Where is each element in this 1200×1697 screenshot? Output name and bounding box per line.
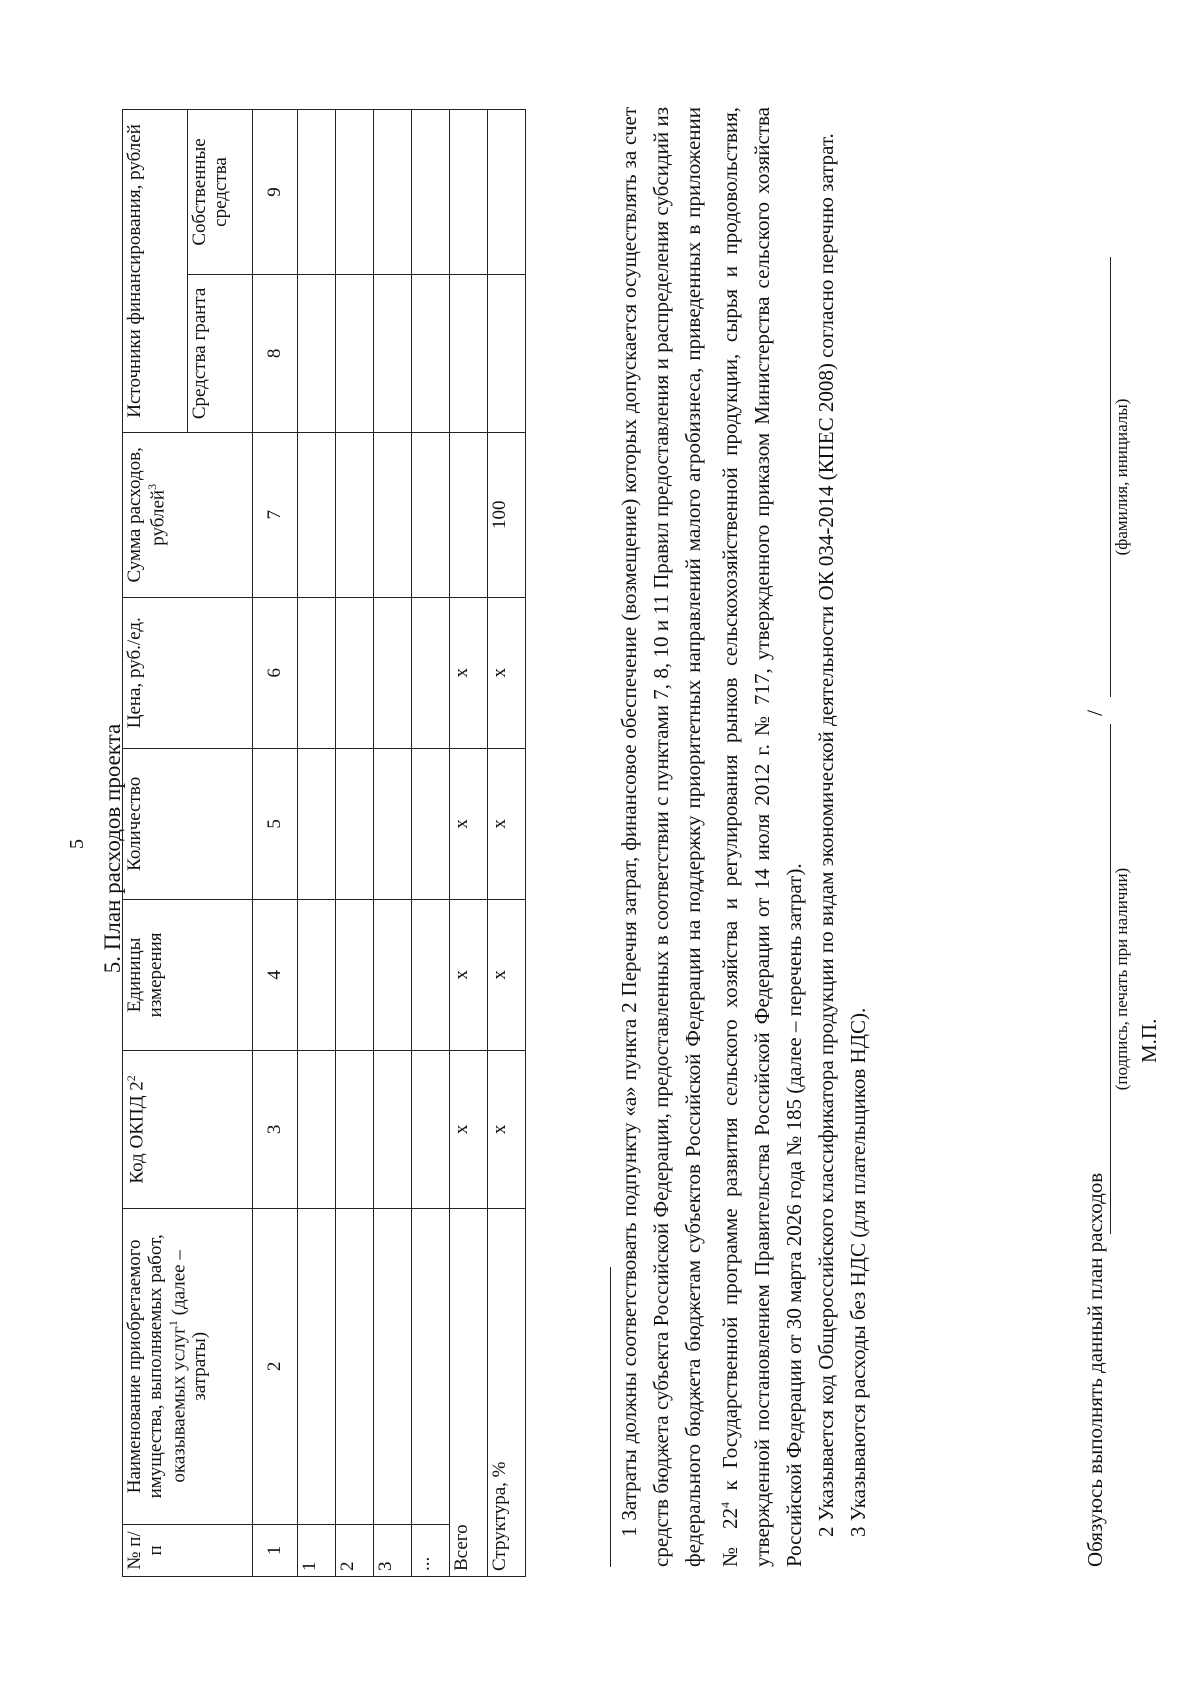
cell-price[interactable] xyxy=(298,597,336,748)
total-okpd: x xyxy=(450,1050,488,1208)
footnote-3: 3 Указываются расходы без НДС (для плательщиков НДС). xyxy=(846,1007,870,1537)
colnum-4: 4 xyxy=(253,899,298,1050)
header-units: Единицы измерения xyxy=(123,899,253,1050)
total-label: Всего xyxy=(450,1208,488,1576)
colnum-9: 9 xyxy=(253,110,298,275)
total-units: x xyxy=(450,899,488,1050)
footnote-1: 1 Затраты должны соответствовать подпункту «а» пункта 2 Перечня затрат, финансовое обеспечение (возмещение) которых допускается осуществлять за счет средств бюджета субъекта Российской Федерации, предоставленных в соответствии с пунктами 7, 8, 10 и 11 Правил предоставления и распределения субсидий из федерального бюджета бюджетам субъектов Российской Федерации на поддержку приоритетных направлений малого агробизнеса, приведенных в приложении № $22^4$ к Государственной программе развития сельского хозяйства и регулирования рынков сельскохозяйственной продукции, сырья и продовольствия, утвержденной постановлением Правительства Российской Федерации от 14 июля 2012 г. № 717, утвержденного приказом Министерства сельского хозяйства Российской Федерации от 30 марта 2026 года № 185 (далее – перечень затрат). xyxy=(617,106,806,1567)
total-price: x xyxy=(450,597,488,748)
structure-sum: 100 xyxy=(488,432,526,597)
total-grant[interactable] xyxy=(450,274,488,432)
cell-units[interactable] xyxy=(374,899,412,1050)
signature-line[interactable] xyxy=(1110,724,1111,1234)
section-title: 5. План расходов проекта xyxy=(100,723,125,974)
table-row xyxy=(298,110,336,1577)
header-num: № п/п xyxy=(123,1524,253,1576)
header-sources: Источники финансирования, рублей xyxy=(123,110,188,433)
commitment-text: Обязуюсь выполнять данный план расходов xyxy=(1083,1172,1107,1567)
name-line[interactable] xyxy=(1110,257,1111,697)
header-grant: Средства гранта xyxy=(188,274,253,432)
cell-units[interactable] xyxy=(298,899,336,1050)
cell-okpd[interactable] xyxy=(374,1050,412,1208)
cell-grant[interactable] xyxy=(298,274,336,432)
cell-name[interactable] xyxy=(298,1208,336,1524)
cell-qty[interactable] xyxy=(298,748,336,899)
colnum-2: 2 xyxy=(253,1208,298,1524)
header-sum: Сумма расходов, рублей$^3$ xyxy=(123,432,253,597)
cell-name[interactable] xyxy=(374,1208,412,1524)
cell-sum[interactable] xyxy=(374,432,412,597)
cell-own[interactable] xyxy=(412,110,450,275)
row-num: 3 xyxy=(374,1524,412,1576)
cell-sum[interactable] xyxy=(298,432,336,597)
name-caption: (фамилия, инициалы) xyxy=(1112,398,1131,556)
total-qty: x xyxy=(450,748,488,899)
header-okpd: Код ОКПД $2^2$ xyxy=(123,1050,253,1208)
column-numbers-row xyxy=(253,110,298,1577)
cell-own[interactable] xyxy=(298,110,336,275)
colnum-5: 5 xyxy=(253,748,298,899)
colnum-8: 8 xyxy=(253,274,298,432)
total-sum[interactable] xyxy=(450,432,488,597)
cell-sum[interactable] xyxy=(336,432,374,597)
header-name: Наименование приобретаемого имущества, выполняемых работ, оказываемых услуг$^1$ (далее – затраты) xyxy=(123,1208,253,1524)
structure-label: Структура, % xyxy=(488,1208,526,1576)
signature-slash: / xyxy=(1082,709,1107,716)
cell-name[interactable] xyxy=(412,1208,450,1524)
cell-grant[interactable] xyxy=(374,274,412,432)
header-own-funds: Собственные средства xyxy=(188,110,253,275)
total-own[interactable] xyxy=(450,110,488,275)
cell-price[interactable] xyxy=(336,597,374,748)
total-row xyxy=(450,110,488,1577)
structure-own[interactable] xyxy=(488,110,526,275)
footnotes xyxy=(610,107,874,1567)
signature-caption: (подпись, печать при наличии) xyxy=(1112,867,1131,1091)
colnum-3: 3 xyxy=(253,1050,298,1208)
row-num: ... xyxy=(412,1524,450,1576)
row-num: 2 xyxy=(336,1524,374,1576)
stamp-place: М.П. xyxy=(1137,1018,1161,1063)
cell-okpd[interactable] xyxy=(412,1050,450,1208)
page-number: 5 xyxy=(66,839,88,849)
structure-grant[interactable] xyxy=(488,274,526,432)
footnote-2: 2 Указывается код Общероссийского классификатора продукции по видам экономической деятельности ОК 034-2014 (КПЕС 2008) согласно перечню затрат. xyxy=(814,133,838,1537)
cell-qty[interactable] xyxy=(412,748,450,899)
cell-grant[interactable] xyxy=(336,274,374,432)
colnum-7: 7 xyxy=(253,432,298,597)
table-row xyxy=(412,110,450,1577)
cell-own[interactable] xyxy=(374,110,412,275)
structure-qty: x xyxy=(488,748,526,899)
colnum-1: 1 xyxy=(253,1524,298,1576)
cell-qty[interactable] xyxy=(336,748,374,899)
cell-price[interactable] xyxy=(412,597,450,748)
cell-grant[interactable] xyxy=(412,274,450,432)
cell-qty[interactable] xyxy=(374,748,412,899)
cell-name[interactable] xyxy=(336,1208,374,1524)
structure-row xyxy=(488,110,526,1577)
structure-price: x xyxy=(488,597,526,748)
colnum-6: 6 xyxy=(253,597,298,748)
table-row xyxy=(336,110,374,1577)
structure-okpd: x xyxy=(488,1050,526,1208)
footnote-divider xyxy=(610,1267,611,1567)
cell-okpd[interactable] xyxy=(298,1050,336,1208)
table-row xyxy=(374,110,412,1577)
header-price: Цена, руб./ед. xyxy=(123,597,253,748)
cell-okpd[interactable] xyxy=(336,1050,374,1208)
expense-plan-table xyxy=(122,109,526,1577)
cell-units[interactable] xyxy=(336,899,374,1050)
cell-sum[interactable] xyxy=(412,432,450,597)
header-quantity: Количество xyxy=(123,748,253,899)
cell-units[interactable] xyxy=(412,899,450,1050)
structure-units: x xyxy=(488,899,526,1050)
cell-price[interactable] xyxy=(374,597,412,748)
row-num: 1 xyxy=(298,1524,336,1576)
cell-own[interactable] xyxy=(336,110,374,275)
